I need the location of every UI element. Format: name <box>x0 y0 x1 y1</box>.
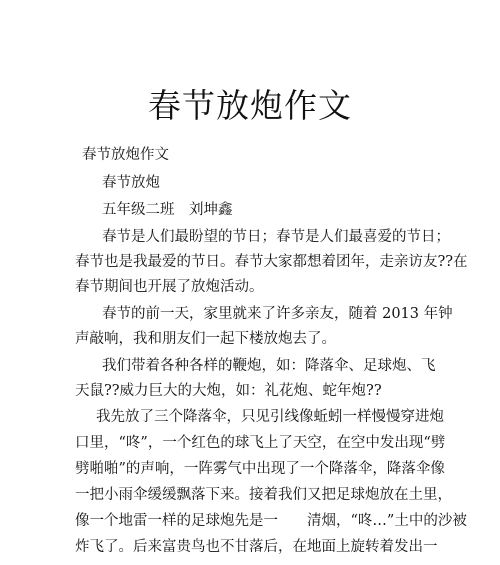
paragraph-2-line-2: 声敲响，我和朋友们一起下楼放炮去了。 <box>75 331 336 347</box>
paragraph-4-line-5: 像一个地雷一样的足球炮先是一 清烟，“咚…”土中的沙被 <box>75 513 467 529</box>
paragraph-4-line-1: 我先放了三个降落伞，只见引线像蚯蚓一样慢慢穿进炮 <box>96 409 444 425</box>
paragraph-1-line-2: 春节也是我最爱的节日。春节大家都想着团年，走亲访友??在 <box>75 254 468 270</box>
paragraph-1-line-1: 春节是人们最盼望的节日；春节是人们最喜爱的节日； <box>102 229 450 245</box>
essay-title-line: 春节放炮 <box>102 175 160 191</box>
document-title: 春节放炮作文 <box>148 86 352 125</box>
author-line: 五年级二班 刘坤鑫 <box>102 202 233 218</box>
paragraph-1-line-3: 春节期间也开展了放炮活动。 <box>75 279 264 295</box>
paragraph-4-line-2: 口里，“咚”，一个红色的球飞上了天空，在空中发出现“劈 <box>75 435 446 451</box>
paragraph-3-line-1: 我们带着各种各样的鞭炮，如：降落伞、足球炮、飞 <box>102 358 436 374</box>
paragraph-4-line-4: 一把小雨伞缓缓飘落下来。接着我们又把足球炮放在土里， <box>75 487 452 503</box>
paragraph-2-line-1: 春节的前一天，家里就来了许多亲友，随着 2013 年钟 <box>102 306 453 322</box>
paragraph-3-line-2: 天鼠??威力巨大的大炮，如：礼花炮、蛇年炮?? <box>75 383 382 399</box>
paragraph-4-line-3: 劈啪啪”的声响，一阵雾气中出现了一个降落伞，降落伞像 <box>75 461 445 477</box>
subtitle-line: 春节放炮作文 <box>82 147 169 163</box>
paragraph-4-line-6: 炸飞了。后来富贵鸟也不甘落后，在地面上旋转着发出一 <box>75 539 438 555</box>
